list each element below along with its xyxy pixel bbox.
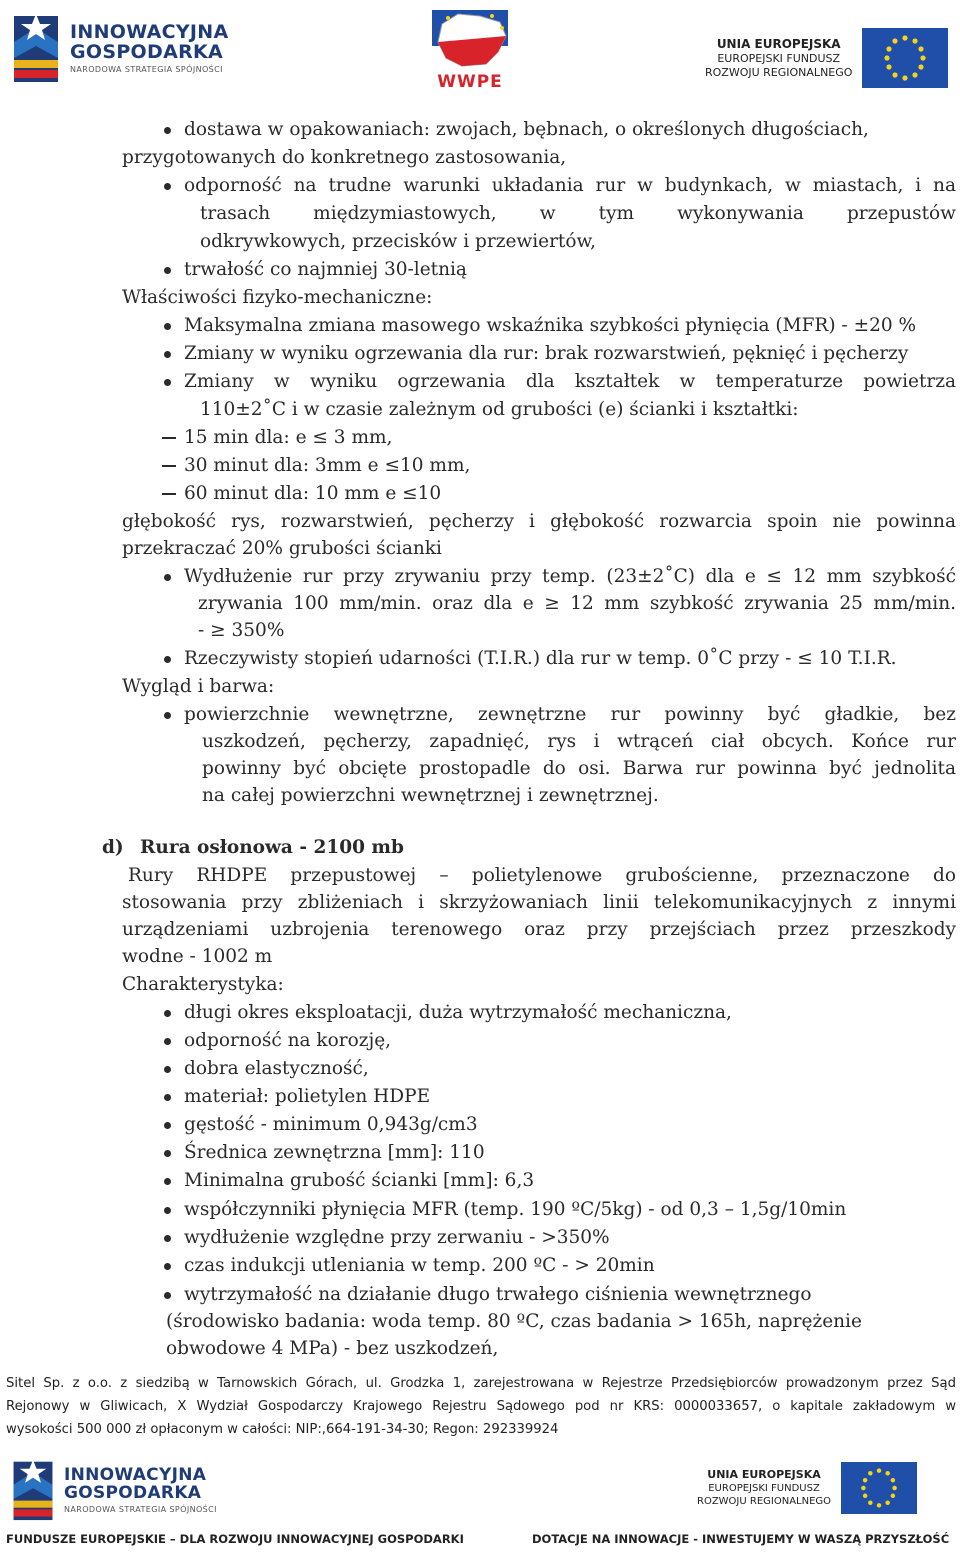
text-line: trasach międzymiastowych, w tym wykonywania przepustów <box>200 203 956 224</box>
ig-line3: NARODOWA STRATEGIA SPÓJNOŚCI <box>64 1505 217 1514</box>
ue-line2: EUROPEJSKI FUNDUSZ <box>708 1483 820 1494</box>
list-item: wydłużenie względne przy zerwaniu - >350% <box>184 1224 610 1252</box>
list-item: dobra elastyczność, <box>184 1055 369 1083</box>
wwpe-label: WWPE <box>437 72 503 92</box>
dash-item: 60 minut dla: 10 mm e ≤10 <box>184 480 441 508</box>
ue-line2: EUROPEJSKI FUNDUSZ <box>717 51 841 65</box>
text-line: uszkodzeń, pęcherzy, zapadnięć, rys i wtrąceń ciał obcych. Końce rur <box>202 731 956 752</box>
list-item: czas indukcji utleniania w temp. 200 ºC - > 20min <box>184 1252 655 1280</box>
ue-line3: ROZWOJU REGIONALNEGO <box>705 65 853 79</box>
ig-star-icon <box>10 12 62 84</box>
subheading: Charakterystyka: <box>122 974 284 995</box>
list-item: materiał: polietylen HDPE <box>184 1083 430 1111</box>
eu-flag-icon <box>862 28 948 88</box>
ig-line2: GOSPODARKA <box>64 1483 202 1503</box>
page-header <box>0 0 960 100</box>
unia-europejska-logo <box>705 28 948 88</box>
wwpe-map-icon <box>428 6 512 70</box>
section-letter: d) <box>102 837 124 858</box>
text-line: wodne - 1002 m <box>122 946 273 967</box>
innowacyjna-gospodarka-logo <box>10 12 229 84</box>
ig-line2: GOSPODARKA <box>70 41 224 63</box>
list-item: Rzeczywisty stopień udarności (T.I.R.) dla rur w temp. 0˚C przy - ≤ 10 T.I.R. <box>184 645 897 673</box>
list-item: Wydłużenie rur przy zrywaniu przy temp. (23±2˚C) dla e ≤ 12 mm szybkość <box>184 563 956 591</box>
ig-star-icon <box>10 1458 56 1522</box>
list-item: odporność na korozję, <box>184 1027 391 1055</box>
list-item: Zmiany w wyniku ogrzewania dla rur: brak rozwarstwień, pęknięć i pęcherzy <box>184 340 908 368</box>
list-item: odporność na trudne warunki układania rur w budynkach, w miastach, i na <box>184 172 956 200</box>
section-heading: Rura osłonowa - 2100 mb <box>140 837 404 858</box>
list-item: wytrzymałość na działanie długo trwałego ciśnienia wewnętrznego <box>184 1281 811 1309</box>
subheading: Wygląd i barwa: <box>122 676 275 697</box>
text-line: odkrywkowych, przecisków i przewiertów, <box>200 231 597 252</box>
innowacyjna-gospodarka-logo-footer <box>10 1458 217 1522</box>
list-item: powierzchnie wewnętrzne, zewnętrzne rur powinny być gładkie, bez <box>184 701 956 729</box>
footer-line: wysokości 500 000 zł opłaconym w całości: NIP:,664-191-34-30; Regon: 292339924 <box>6 1422 559 1437</box>
slogan-right: DOTACJE NA INNOWACJE - INWESTUJEMY W WASZĄ PRZYSZŁOŚĆ <box>532 1532 950 1546</box>
text-line: przekraczać 20% grubości ścianki <box>122 538 442 559</box>
slogan-left: FUNDUSZE EUROPEJSKIE – DLA ROZWOJU INNOWACYJNEJ GOSPODARKI <box>6 1532 464 1546</box>
eu-flag-icon <box>841 1462 917 1514</box>
dash-item: 15 min dla: e ≤ 3 mm, <box>184 424 392 452</box>
dash-item: 30 minut dla: 3mm e ≤10 mm, <box>184 452 470 480</box>
ue-line3: ROZWOJU REGIONALNEGO <box>697 1496 832 1507</box>
list-item: Zmiany w wyniku ogrzewania dla kształtek w temperaturze powietrza <box>184 368 956 396</box>
list-item: trwałość co najmniej 30-letnią <box>184 256 467 284</box>
unia-europejska-logo-footer <box>697 1462 917 1514</box>
wwpe-logo <box>428 6 518 94</box>
list-item: Średnica zewnętrzna [mm]: 110 <box>184 1139 485 1167</box>
text-line: zrywania 100 mm/min. oraz dla e ≥ 12 mm szybkość zrywania 25 mm/min. <box>198 593 956 614</box>
list-item: Maksymalna zmiana masowego wskaźnika szybkości płynięcia (MFR) - ±20 % <box>184 312 916 340</box>
ig-line1: INNOWACYJNA <box>70 21 229 43</box>
company-footer <box>6 1372 956 1441</box>
text-line: powinny być obcięte prostopadle do osi. Barwa rur powinna być jednolita <box>202 758 956 779</box>
text-line: głębokość rys, rozwarstwień, pęcherzy i głębokość rozwarcia spoin nie powinna <box>122 511 956 532</box>
text-line: - ≥ 350% <box>198 620 285 641</box>
text-line: Rury RHDPE przepustowej – polietylenowe grubościenne, przeznaczone do <box>128 865 956 886</box>
footer-line: Rejonowy w Gliwicach, X Wydział Gospodarczy Krajowego Rejestru Sądowego pod nr KRS: 0000033657, o kapitale zakładowym w <box>6 1399 956 1414</box>
text-line: urządzeniami uzbrojenia terenowego oraz przy przejściach przez przeszkody <box>122 919 956 940</box>
list-item: gęstość - minimum 0,943g/cm3 <box>184 1111 478 1139</box>
ig-line1: INNOWACYJNA <box>64 1465 207 1485</box>
list-item: dostawa w opakowaniach: zwojach, bębnach, o określonych długościach, <box>184 116 869 144</box>
text-line: stosowania przy zbliżeniach i skrzyżowaniach linii telekomunikacyjnych z innymi <box>122 892 956 913</box>
ue-line1: UNIA EUROPEJSKA <box>716 36 841 51</box>
text-line: na całej powierzchni wewnętrznej i zewnętrznej. <box>202 785 659 806</box>
list-item: Minimalna grubość ścianki [mm]: 6,3 <box>184 1167 534 1195</box>
text-line: przygotowanych do konkretnego zastosowania, <box>122 147 567 168</box>
list-item: długi okres eksploatacji, duża wytrzymałość mechaniczna, <box>184 999 732 1027</box>
text-line: obwodowe 4 MPa) - bez uszkodzeń, <box>166 1338 499 1359</box>
footer-line: Sitel Sp. z o.o. z siedzibą w Tarnowskich Górach, ul. Grodzka 1, zarejestrowana w Rejestrze Przedsiębiorców prowadzonym przez Sąd <box>6 1376 956 1391</box>
list-item: współczynniki płynięcia MFR (temp. 190 ºC/5kg) - od 0,3 – 1,5g/10min <box>184 1196 846 1224</box>
ue-line1: UNIA EUROPEJSKA <box>707 1468 821 1481</box>
ig-line3: NARODOWA STRATEGIA SPÓJNOŚCI <box>70 65 223 74</box>
text-line: 110±2˚C i w czasie zależnym od grubości (e) ścianki i kształtki: <box>200 399 799 420</box>
subheading: Właściwości fizyko-mechaniczne: <box>122 287 433 308</box>
text-line: (środowisko badania: woda temp. 80 ºC, czas badania > 165h, naprężenie <box>166 1311 862 1332</box>
